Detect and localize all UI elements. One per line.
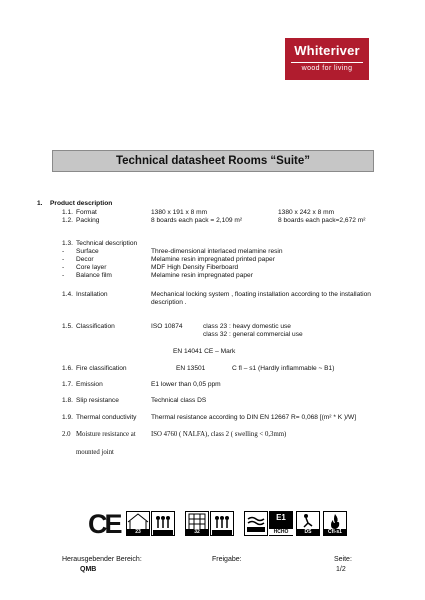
underfloor-heating-icon: [244, 511, 268, 536]
slip-value: Technical class DS: [151, 397, 207, 404]
classification-class-32: class 32 : general commercial use: [203, 331, 303, 338]
tech-row-dash: -: [62, 248, 65, 255]
installation-label: Installation: [76, 291, 108, 298]
moisture-label: Moisture resistance at: [76, 431, 136, 438]
section-1-number: 1.: [37, 200, 43, 207]
tech-row-label: Decor: [76, 256, 94, 263]
thermal-value: Thermal resistance according to DIN EN 12667 R= 0,068 [(m² * K )/W]: [151, 414, 357, 421]
fire-label: Fire classification: [76, 365, 127, 372]
slip-resistance-label: DS: [296, 529, 320, 535]
tech-row-value: Three-dimensional interlaced melamine resin: [151, 248, 283, 255]
moisture-label-line-2: mounted joint: [76, 449, 114, 456]
classification-standard: ISO 10874: [151, 323, 183, 330]
footer-page-value: 1/2: [336, 566, 346, 573]
format-number: 1.1.: [62, 209, 73, 216]
building-usage-class-icon: [185, 511, 209, 536]
tech-row-value: MDF High Density Fiberboard: [151, 264, 239, 271]
emission-value: E1 lower than 0,05 ppm: [151, 381, 221, 388]
e1-emission-top: E1: [276, 513, 286, 522]
building-usage-class-label: 32: [185, 529, 209, 535]
e1-emission-label: HCHO: [269, 529, 293, 535]
tech-row-dash: -: [62, 256, 65, 263]
format-value-2: 1380 x 242 x 8 mm: [278, 209, 335, 216]
installation-value-line-1: Mechanical locking system , floating installation according to the installation: [151, 291, 371, 298]
classification-class-23: class 23 : heavy domestic use: [203, 323, 291, 330]
thermal-label: Thermal conductivity: [76, 414, 137, 421]
packing-value-1: 8 boards each pack = 2,109 m²: [151, 217, 243, 224]
tech-row-label: Surface: [76, 248, 99, 255]
certification-icons: [0, 509, 425, 539]
tech-row-label: Core layer: [76, 264, 107, 271]
commercial-people-icon: [210, 511, 234, 536]
format-value-1: 1380 x 191 x 8 mm: [151, 209, 208, 216]
fire-class-icon: [323, 511, 347, 536]
footer-page-label: Seite:: [334, 556, 352, 563]
emission-number: 1.7.: [62, 381, 73, 388]
logo-brand: Whiteriver: [294, 43, 360, 58]
house-usage-class-icon: [126, 511, 150, 536]
tech-row-dash: -: [62, 272, 65, 279]
fire-standard: EN 13501: [176, 365, 206, 372]
fire-value: C fl – s1 (Hardly inflammable ~ B1): [232, 365, 335, 372]
installation-value-line-2: description .: [151, 299, 187, 306]
slip-label: Slip resistance: [76, 397, 119, 404]
tech-desc-label: Technical description: [76, 240, 138, 247]
format-label: Format: [76, 209, 97, 216]
packing-label: Packing: [76, 217, 100, 224]
slip-resistance-icon: [296, 511, 320, 536]
slip-number: 1.8.: [62, 397, 73, 404]
page-title: Technical datasheet Rooms “Suite”: [115, 155, 311, 167]
logo-divider: [291, 62, 363, 63]
title-bar: [52, 150, 374, 172]
classification-number: 1.5.: [62, 323, 73, 330]
tech-row-label: Balance film: [76, 272, 112, 279]
moisture-value: ISO 4760 ( NALFA), class 2 ( swelling < 0,3mm): [151, 431, 287, 438]
footer-issuer-value: QMB: [80, 566, 97, 573]
emission-label: Emission: [76, 381, 103, 388]
footer-release-label: Freigabe:: [212, 556, 242, 563]
ce-mark-icon: CE: [88, 509, 120, 539]
thermal-number: 1.9.: [62, 414, 73, 421]
company-logo: [285, 38, 369, 80]
fire-class-label: Cfl-s1: [323, 529, 347, 535]
classification-label: Classification: [76, 323, 115, 330]
footer-issuer-label: Herausgebender Bereich:: [62, 556, 142, 563]
moisture-number: 2.0: [62, 431, 71, 438]
tech-row-dash: -: [62, 264, 65, 271]
tech-row-value: Melamine resin impregnated paper: [151, 272, 253, 279]
house-usage-class-label: 23: [126, 529, 150, 535]
e1-emission-icon: [269, 511, 293, 536]
tech-row-value: Melamine resin impregnated printed paper: [151, 256, 275, 263]
installation-number: 1.4.: [62, 291, 73, 298]
logo-tagline: wood for living: [301, 65, 353, 72]
packing-number: 1.2.: [62, 217, 73, 224]
section-1-heading: Product description: [50, 200, 113, 207]
fire-number: 1.6.: [62, 365, 73, 372]
classification-ce-mark: EN 14041 CE – Mark: [173, 348, 236, 355]
tech-desc-number: 1.3.: [62, 240, 73, 247]
people-usage-icon: [151, 511, 175, 536]
packing-value-2: 8 boards each pack=2,672 m²: [278, 217, 366, 224]
